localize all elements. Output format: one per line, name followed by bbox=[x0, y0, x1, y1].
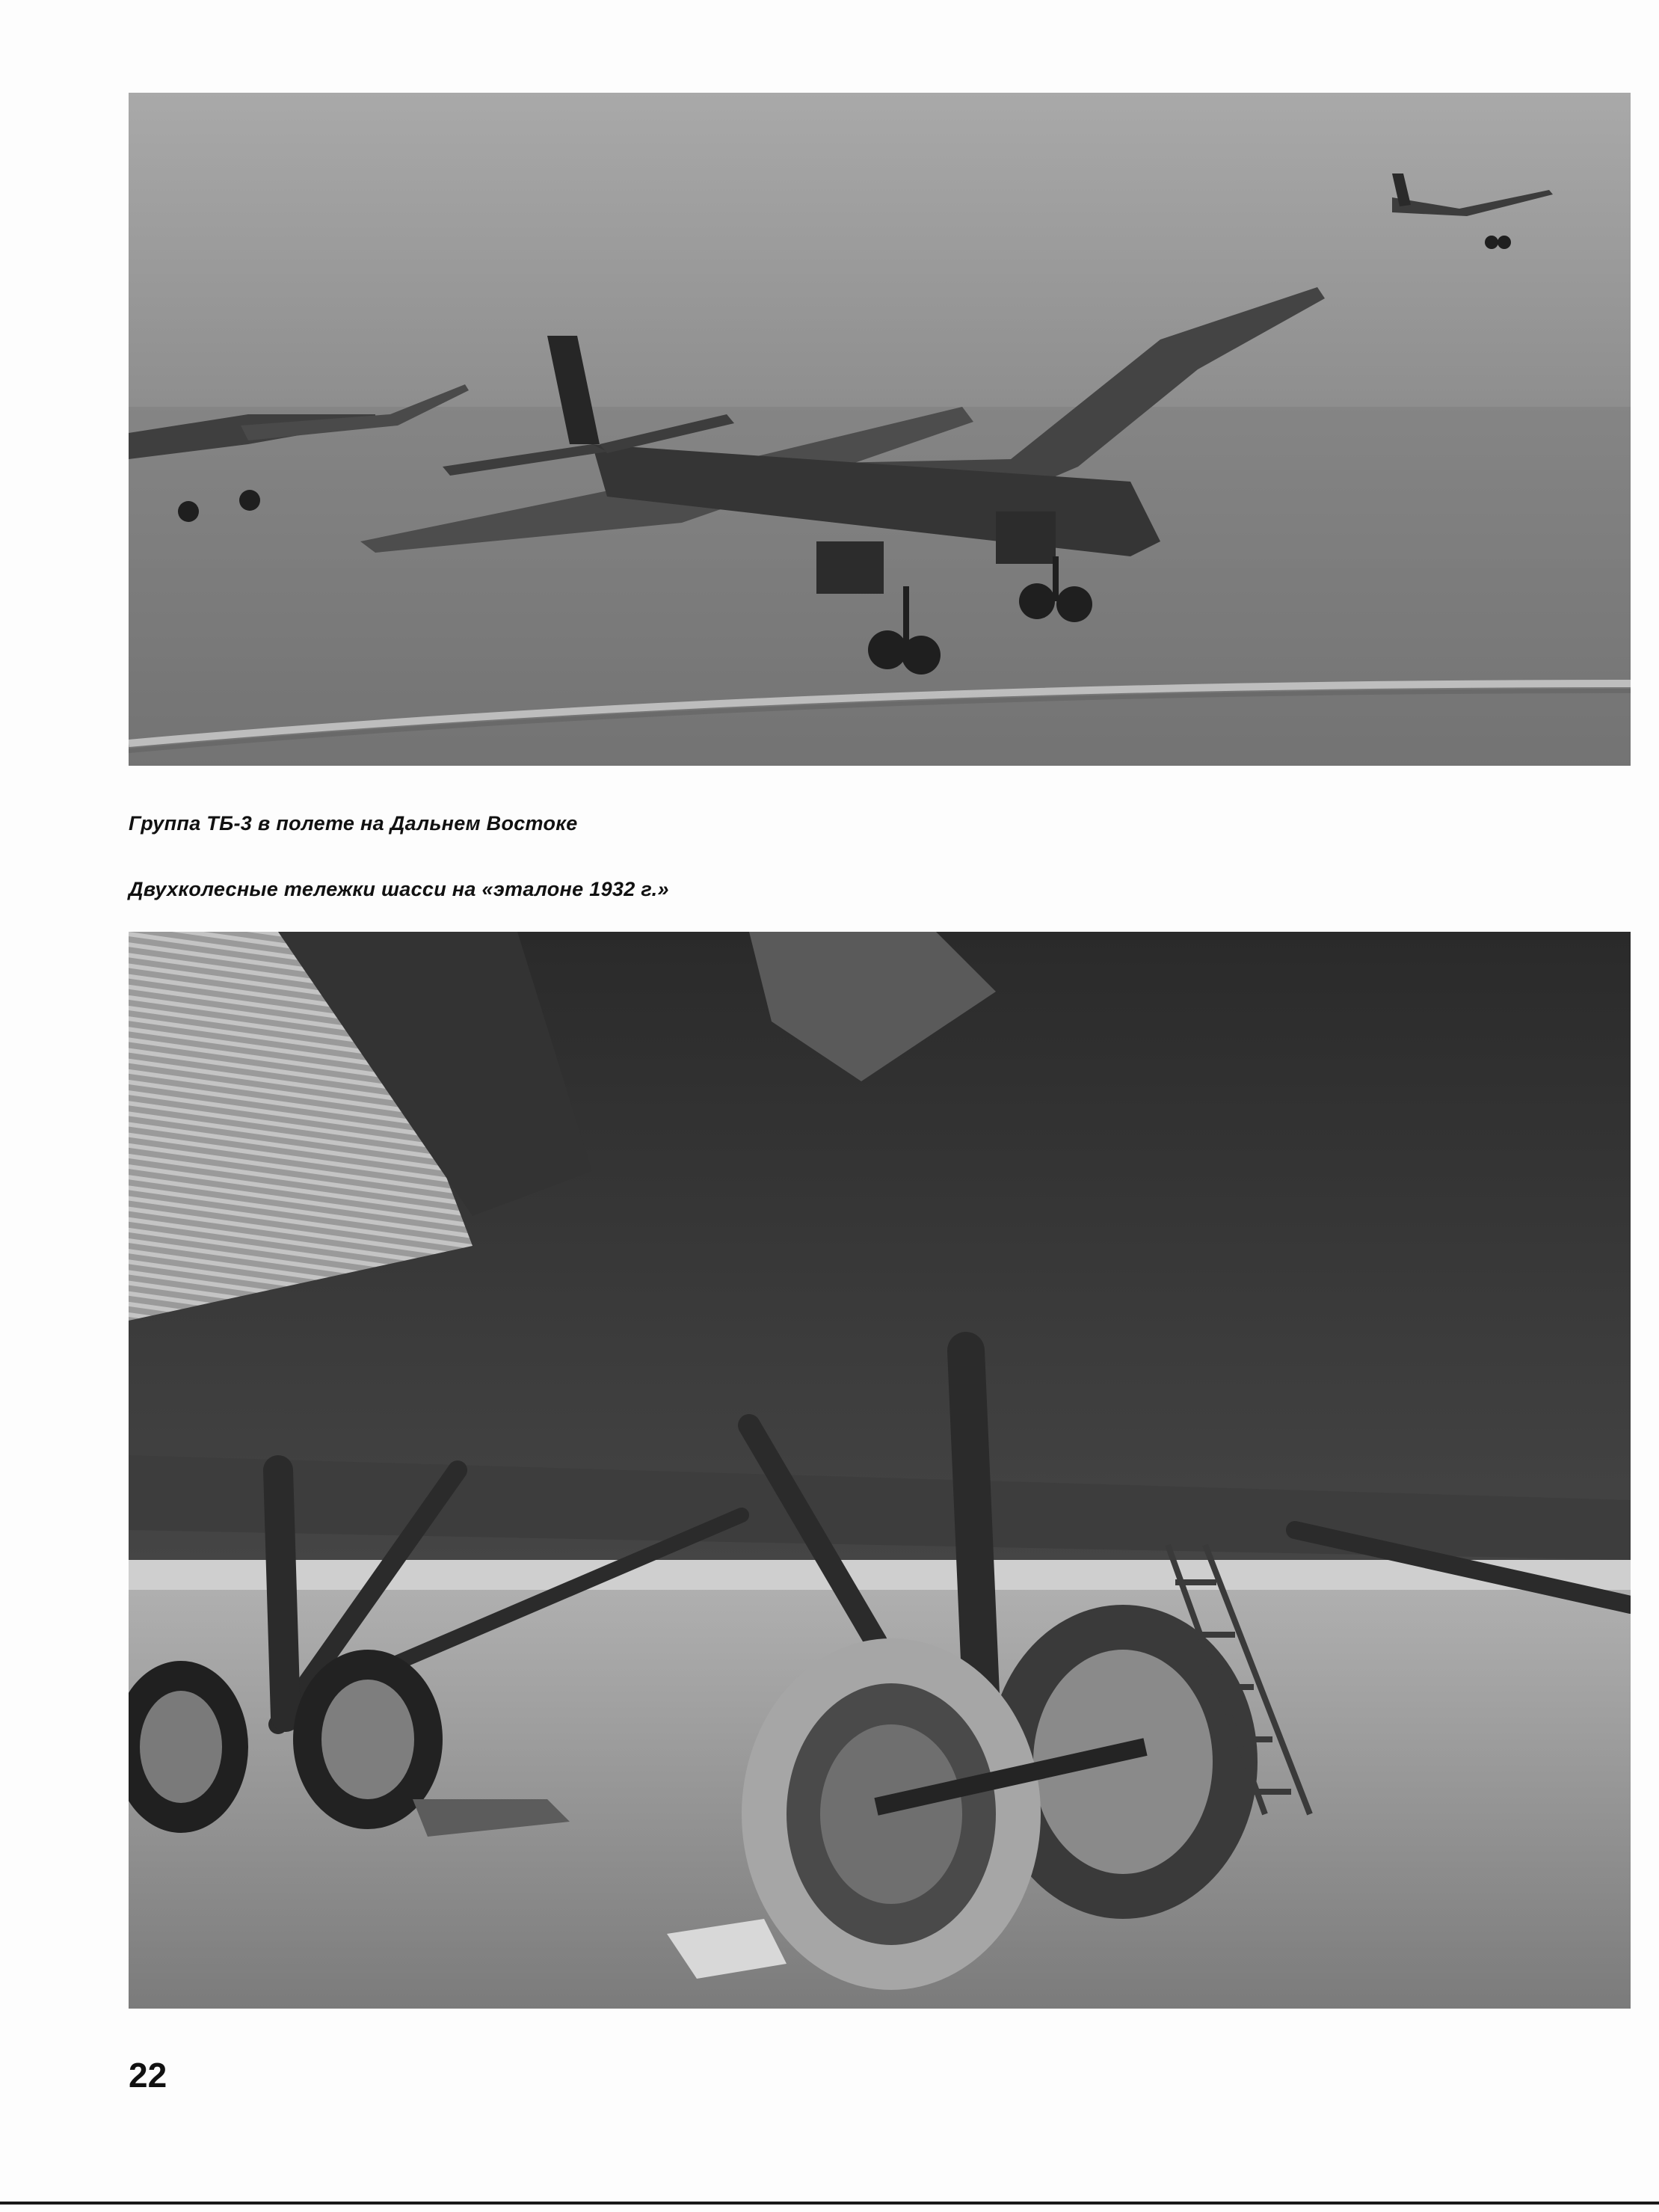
aircraft-in-flight-photo bbox=[129, 93, 1631, 766]
page-number: 22 bbox=[129, 2056, 167, 2095]
bottom-photo-caption: Двухколесные тележки шасси на «эталоне 1932 г.» bbox=[129, 878, 669, 900]
landing-gear-image bbox=[129, 932, 1631, 2009]
aircraft-in-flight-image bbox=[129, 93, 1631, 766]
landing-gear-photo bbox=[129, 932, 1631, 2009]
bottom-edge-rule bbox=[0, 2202, 1659, 2205]
top-photo-caption: Группа ТБ-3 в полете на Дальнем Востоке bbox=[129, 812, 578, 835]
